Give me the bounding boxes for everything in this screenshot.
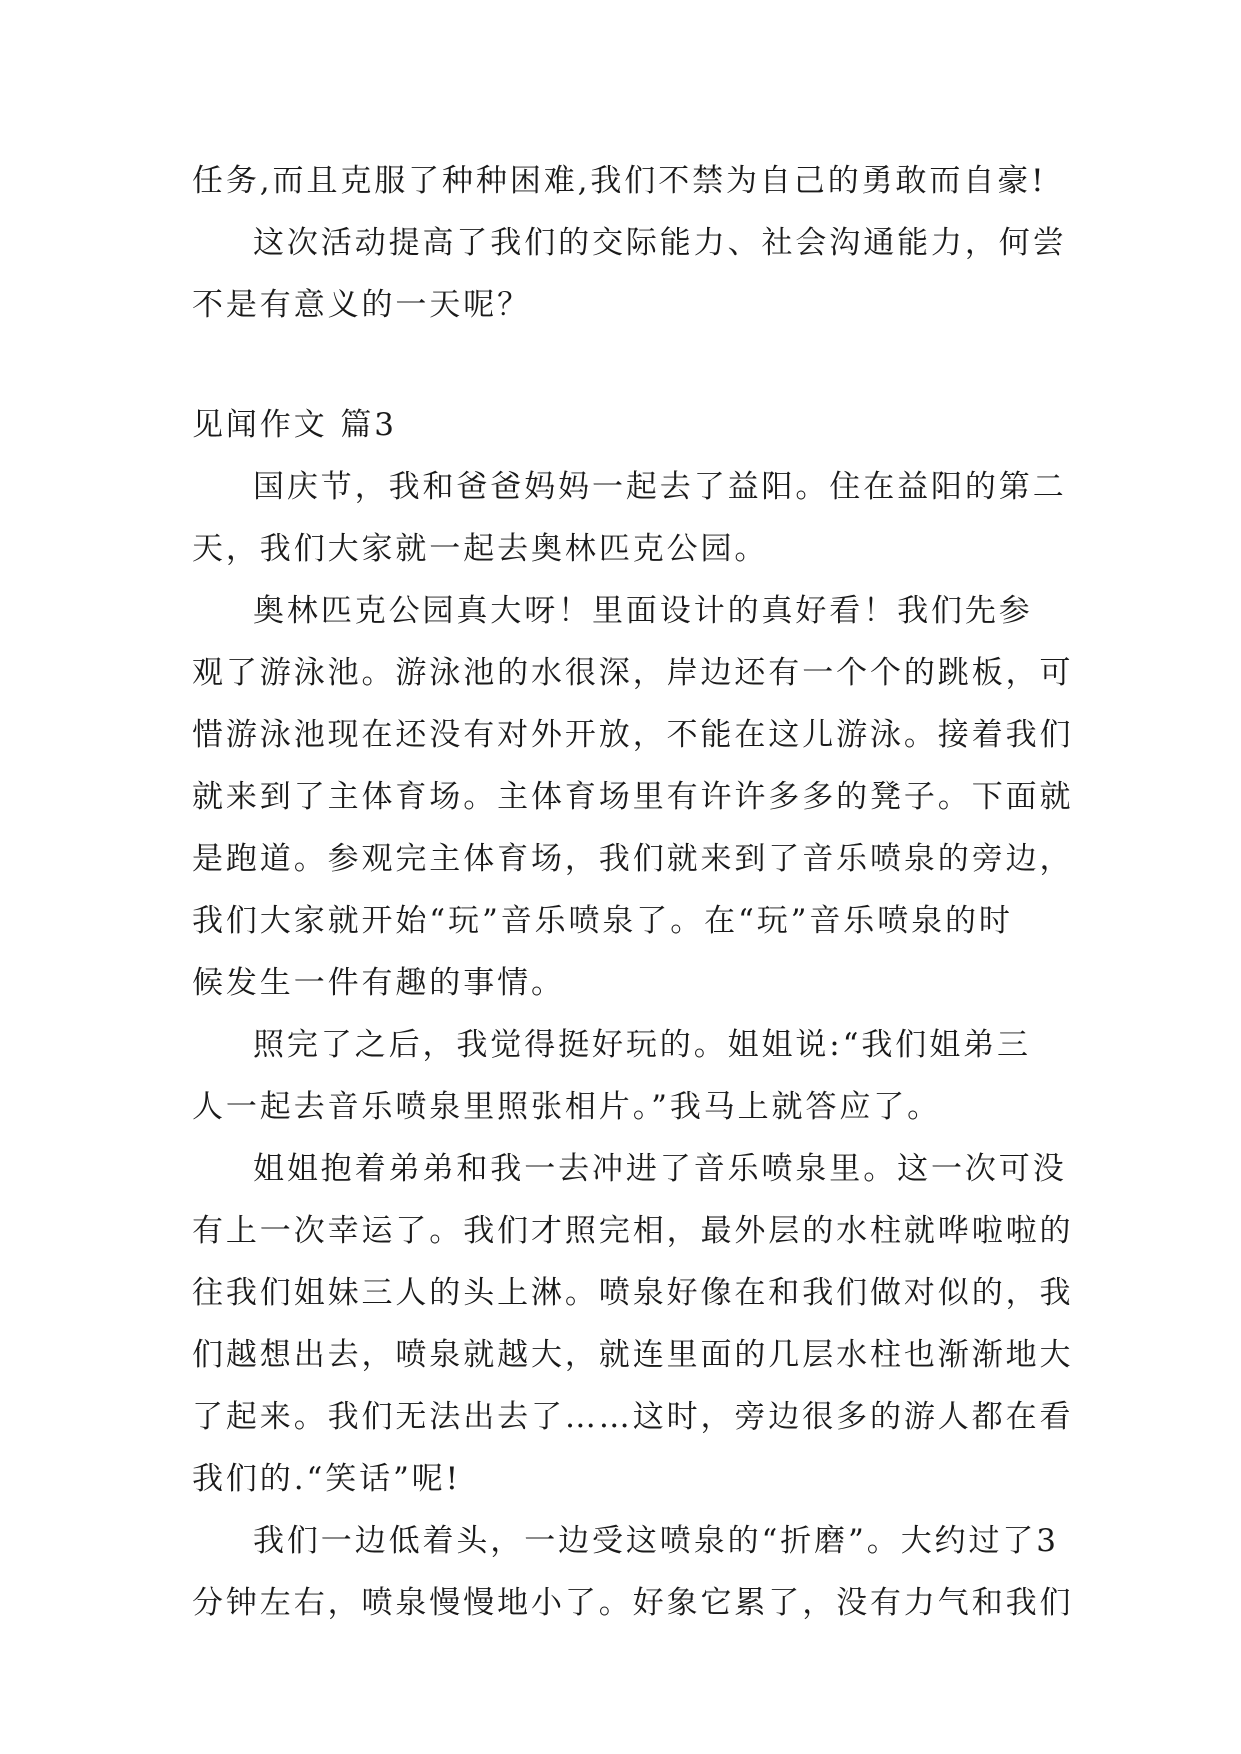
text-line: 就来到了主体育场。主体育场里有许许多多的凳子。下面就 <box>192 779 1074 815</box>
text-line: 天，我们大家就一起去奥林匹克公园。 <box>192 531 769 567</box>
text-line: 候发生一件有趣的事情。 <box>192 965 565 1001</box>
text-line: 分钟左右，喷泉慢慢地小了。好象它累了，没有力气和我们 <box>192 1585 1074 1621</box>
text-line: 了起来。我们无法出去了……这时，旁边很多的游人都在看 <box>192 1399 1074 1435</box>
text-line: 有上一次幸运了。我们才照完相，最外层的水柱就哗啦啦的 <box>192 1213 1074 1249</box>
text-line: 人一起去音乐喷泉里照张相片。”我马上就答应了。 <box>192 1089 942 1125</box>
text-line: 这次活动提高了我们的交际能力、社会沟通能力，何尝 <box>253 225 1067 261</box>
text-line: 惜游泳池现在还没有对外开放，不能在这儿游泳。接着我们 <box>192 717 1074 753</box>
text-line: 照完了之后，我觉得挺好玩的。姐姐说:“我们姐弟三 <box>253 1027 1031 1063</box>
text-line: 不是有意义的一天呢？ <box>192 287 531 323</box>
text-line: 任务,而且克服了种种困难,我们不禁为自己的勇敢而自豪! <box>192 163 1047 199</box>
text-line: 我们的.“笑话”呢! <box>192 1461 462 1497</box>
text-line: 我们一边低着头，一边受这喷泉的“折磨”。大约过了3 <box>253 1523 1059 1559</box>
text-line: 往我们姐妹三人的头上淋。喷泉好像在和我们做对似的，我 <box>192 1275 1074 1311</box>
text-line: 姐姐抱着弟弟和我一去冲进了音乐喷泉里。这一次可没 <box>253 1151 1067 1187</box>
section-heading: 见闻作文 篇3 <box>192 407 397 443</box>
text-line: 们越想出去，喷泉就越大，就连里面的几层水柱也渐渐地大 <box>192 1337 1074 1373</box>
text-line: 观了游泳池。游泳池的水很深，岸边还有一个个的跳板，可 <box>192 655 1074 691</box>
text-line: 我们大家就开始“玩”音乐喷泉了。在“玩”音乐喷泉的时 <box>192 903 1013 939</box>
text-line: 是跑道。参观完主体育场，我们就来到了音乐喷泉的旁边， <box>192 841 1074 877</box>
text-line: 奥林匹克公园真大呀！里面设计的真好看！我们先参 <box>253 593 1033 629</box>
text-line: 国庆节，我和爸爸妈妈一起去了益阳。住在益阳的第二 <box>253 469 1067 505</box>
